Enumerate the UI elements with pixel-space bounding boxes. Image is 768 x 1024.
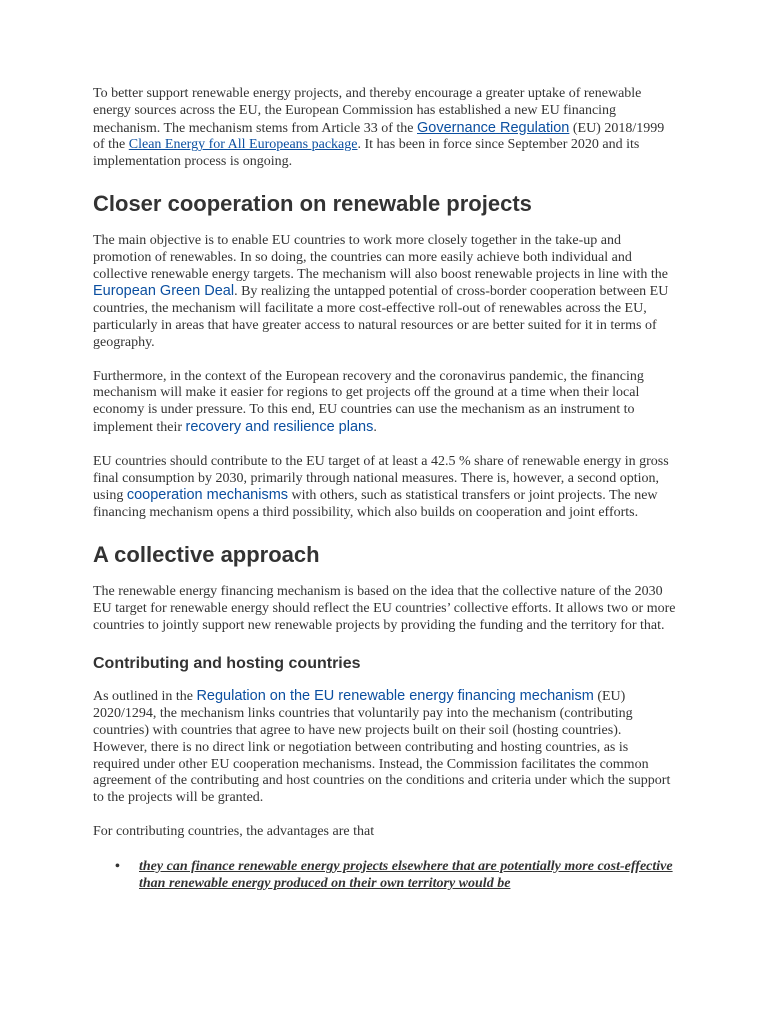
regulation-text-1: As outlined in the [93,689,197,705]
objective-text-1: The main objective is to enable EU countries to work more closely together in the take-up and promotion of renewables. In so doing, the countries can more easily achieve both individual and collective renewable energy targets. The mechanism will also boost renewable projects in line with the [93,232,668,282]
advantages-list [93,858,676,892]
clean-energy-package-link[interactable]: Clean Energy for All Europeans package [128,137,358,153]
list-item-text: they can finance renewable energy projects elsewhere that are potentially more cost-effective than renewable energy produced on their own territory would be [139,858,673,891]
regulation-paragraph [93,688,676,807]
regulation-text-2: (EU) 2020/1294, the mechanism links countries that voluntarily pay into the mechanism (contributing countries) with countries that agree to have new projects built on their soil (hosting countries). However, there is no direct link or negotiation between contributing and hosting countries, as is required under other EU cooperation mechanisms. Instead, the Commission facilitates the common agreement of the contributing and host countries on the conditions and criteria under which the support to the projects will be granted. [93,689,671,806]
objective-paragraph [93,233,676,352]
intro-text-3: . It has been in force since September 2020 and its implementation process is ongoing. [93,137,640,170]
intro-paragraph [93,86,676,171]
heading-closer-cooperation: Closer cooperation on renewable projects [93,190,532,216]
recovery-paragraph [93,369,676,437]
collective-paragraph: The renewable energy financing mechanism is based on the idea that the collective nature of the 2030 EU target for renewable energy should reflect the EU countries’ collective efforts. It allows two or more countries to jointly support new renewable projects by providing the funding and the territory for that. [93,583,676,633]
recovery-text-2: . [373,419,377,435]
recovery-resilience-plans-link[interactable]: recovery and resilience plans [185,418,374,435]
advantages-intro: For contributing countries, the advantages are that [93,823,375,839]
list-item [93,858,676,892]
target-text-1: EU countries should contribute to the EU target of at least a 42.5 % share of renewable energy in gross final consumption by 2030, primarily through national measures. There is, however, a second option, using [93,453,669,504]
governance-regulation-link[interactable]: Governance Regulation [417,119,570,136]
heading-contributing-hosting: Contributing and hosting countries [93,655,361,673]
target-text-2: with others, such as statistical transfers or joint projects. The new financing mechanism opens a third possibility, which also builds on cooperation and joint efforts. [93,488,658,521]
document-page [93,86,676,892]
bullet-icon: • [115,858,120,874]
cooperation-mechanisms-link[interactable]: cooperation mechanisms [126,487,289,504]
heading-collective-approach: A collective approach [93,541,320,567]
objective-text-2: . By realizing the untapped potential of cross-border cooperation between EU countries, the mechanism will facilitate a more cost-effective roll-out of renewables across the EU, particularly in areas that have greater access to natural resources or are better suited for it in terms of geography. [93,284,669,350]
recovery-text-1: Furthermore, in the context of the European recovery and the coronavirus pandemic, the financing mechanism will make it easier for regions to get projects off the ground at a time when their local economy is under pressure. To this end, EU countries can use the mechanism as an instrument to implement their [93,368,644,435]
european-green-deal-link[interactable]: European Green Deal [93,283,235,300]
financing-mechanism-regulation-link[interactable]: Regulation on the EU renewable energy financing mechanism [196,688,594,705]
target-paragraph [93,454,676,522]
intro-text-1: To better support renewable energy projects, and thereby encourage a greater uptake of renewable energy sources across the EU, the European Commission has established a new EU financing mechanism. The mechanism stems from Article 33 of the [93,86,642,136]
intro-text-2: (EU) 2018/1999 of the [93,120,665,153]
